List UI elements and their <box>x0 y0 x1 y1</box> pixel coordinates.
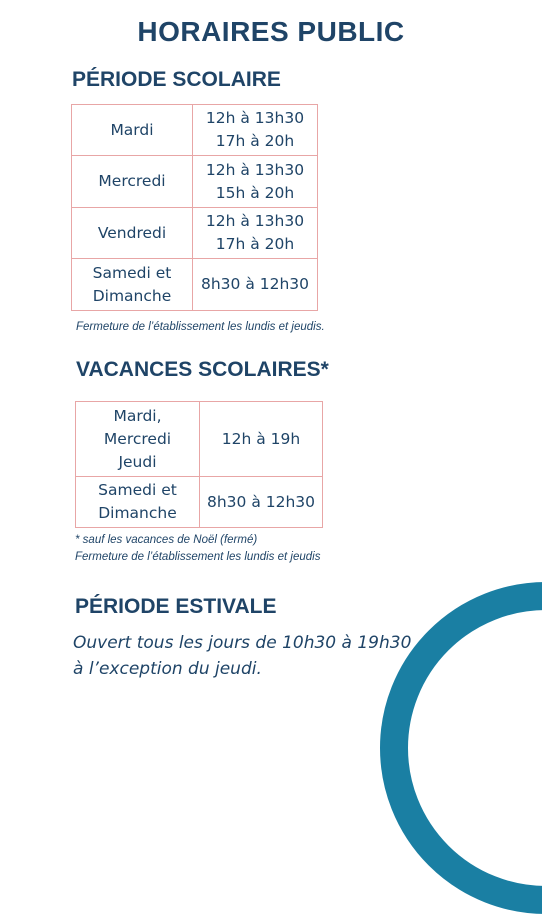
arc-ring <box>394 596 542 900</box>
day-cell <box>76 477 200 528</box>
estivale-line: à l’exception du jeudi. <box>73 659 262 679</box>
hours-label: 12h à 19h <box>221 429 301 448</box>
estivale-line: Ouvert tous les jours de 10h30 à 19h30 <box>73 633 412 653</box>
hours-label: 12h à 13h30 <box>205 109 305 127</box>
periode-estivale-heading: PÉRIODE ESTIVALE <box>75 595 277 618</box>
day-label: Dimanche <box>98 504 177 522</box>
day-cell <box>72 156 193 208</box>
hours-cell <box>193 156 318 208</box>
day-label: Vendredi <box>97 223 167 242</box>
hours-label: 15h à 20h <box>215 183 295 202</box>
day-label: Mardi <box>110 120 154 139</box>
hours-cell <box>193 208 318 259</box>
table-row <box>72 208 318 259</box>
day-label: Mercredi <box>98 172 166 190</box>
noel-note: * sauf les vacances de Noël (fermé) <box>75 534 258 546</box>
periode-estivale-text <box>73 630 411 682</box>
day-label: Jeudi <box>118 452 157 471</box>
hours-label: 8h30 à 12h30 <box>200 275 310 293</box>
periode-scolaire-heading: PÉRIODE SCOLAIRE <box>72 68 281 91</box>
page-title: HORAIRES PUBLIC <box>137 16 405 47</box>
hours-cell <box>193 105 318 156</box>
table-row <box>76 477 323 528</box>
hours-cell <box>200 477 323 528</box>
periode-scolaire-note: Fermeture de l’établissement les lundis et jeudis. <box>76 321 325 333</box>
vacances-scolaires-note <box>75 532 320 566</box>
day-label: Samedi et <box>98 481 177 499</box>
day-label: Mardi, <box>113 406 162 425</box>
day-cell <box>76 402 200 477</box>
hours-label: 8h30 à 12h30 <box>206 492 316 511</box>
day-cell <box>72 259 193 311</box>
hours-label: 17h à 20h <box>215 132 295 150</box>
hours-label: 12h à 13h30 <box>205 212 305 230</box>
day-label: Dimanche <box>92 286 172 305</box>
day-label: Samedi et <box>92 263 172 282</box>
periode-scolaire-table <box>71 104 318 311</box>
day-cell <box>72 105 193 156</box>
vacances-scolaires-table <box>75 401 323 528</box>
table-row <box>72 105 318 156</box>
table-row <box>76 402 323 477</box>
hours-cell <box>200 402 323 477</box>
table-row <box>72 259 318 311</box>
vacances-scolaires-heading: VACANCES SCOLAIRES* <box>76 358 329 381</box>
decorative-arc <box>376 578 542 918</box>
fermeture-note: Fermeture de l’établissement les lundis et jeudis <box>75 551 321 563</box>
hours-cell <box>193 259 318 311</box>
day-cell <box>72 208 193 259</box>
table-row <box>72 156 318 208</box>
hours-label: 17h à 20h <box>215 235 295 253</box>
hours-label: 12h à 13h30 <box>205 160 305 179</box>
day-label: Mercredi <box>103 429 172 448</box>
